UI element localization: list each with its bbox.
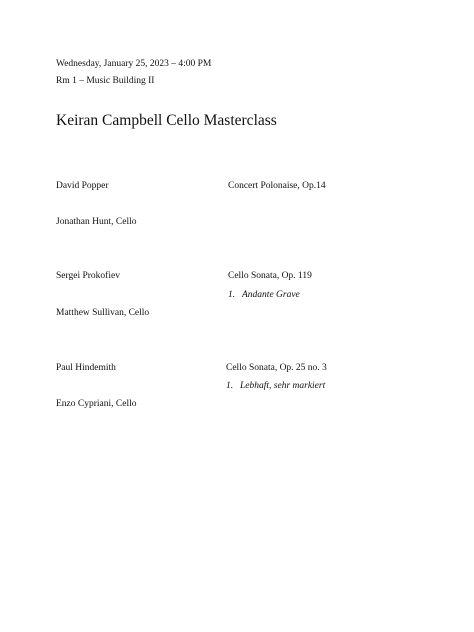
movement-line bbox=[226, 380, 325, 392]
movement-number: 1. bbox=[228, 290, 236, 300]
performer-name: Matthew Sullivan, Cello bbox=[56, 308, 150, 318]
movement-title: Andante Grave bbox=[242, 290, 300, 300]
performer-name: Jonathan Hunt, Cello bbox=[56, 217, 137, 227]
work-title: Cello Sonata, Op. 25 no. 3 bbox=[226, 363, 327, 373]
movement-title: Lebhaft, sehr markiert bbox=[240, 381, 326, 391]
page-title: Keiran Campbell Cello Masterclass bbox=[56, 112, 277, 129]
composer-name: Paul Hindemith bbox=[56, 363, 116, 373]
composer-name: Sergei Prokofiev bbox=[56, 271, 120, 281]
event-date-time: Wednesday, January 25, 2023 – 4:00 PM bbox=[56, 59, 212, 69]
event-location: Rm 1 – Music Building II bbox=[56, 76, 155, 86]
performer-name: Enzo Cypriani, Cello bbox=[56, 399, 137, 409]
work-title: Cello Sonata, Op. 119 bbox=[228, 271, 312, 281]
movement-number: 1. bbox=[226, 381, 234, 391]
work-title: Concert Polonaise, Op.14 bbox=[228, 181, 326, 191]
composer-name: David Popper bbox=[56, 181, 109, 191]
movement-line bbox=[228, 289, 300, 301]
